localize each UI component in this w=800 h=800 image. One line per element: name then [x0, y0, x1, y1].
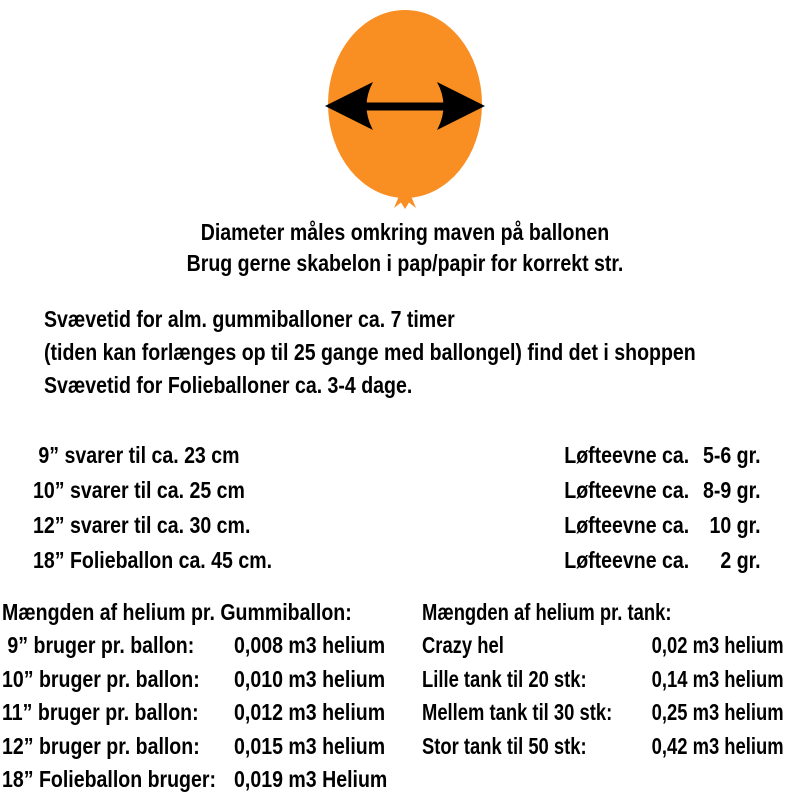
helium-tank-row: [422, 629, 784, 662]
tank-value: 0,02 m3 helium: [651, 632, 784, 659]
diameter-caption: [65, 217, 745, 279]
balloon-graphic: [323, 6, 487, 210]
size-text: 18” Folieballon ca. 45 cm.: [33, 547, 273, 573]
size-row: [33, 508, 761, 543]
helium-per-tank-section: [422, 596, 784, 763]
balloon-svg: [323, 6, 487, 210]
lift-cell: [564, 438, 760, 473]
float-time-line-3: Svævetid for Folieballoner ca. 3-4 dage.: [44, 372, 413, 398]
caption-line-2: Brug gerne skabelon i pap/papir for korrekt str.: [186, 250, 624, 276]
lift-label: Løfteevne ca.: [564, 547, 690, 573]
tank-value: 0,42 m3 helium: [651, 732, 784, 759]
helium-per-tank-rows: [422, 629, 784, 763]
size-text: 12” svarer til ca. 30 cm.: [33, 512, 251, 538]
tank-label: Crazy hel: [422, 632, 504, 659]
lift-value: 2 gr.: [720, 547, 761, 573]
helium-tank-row: [422, 730, 784, 763]
helium-tank-row: [422, 696, 784, 729]
balloon-usage-value: 0,015 m3 helium: [234, 732, 386, 759]
lift-label: Løfteevne ca.: [564, 512, 690, 538]
balloon-usage-label: 11” bruger pr. ballon:: [2, 699, 199, 726]
tank-label: Stor tank til 50 stk:: [422, 732, 587, 759]
helium-balloon-row: [2, 696, 402, 729]
helium-balloon-row: [2, 730, 402, 763]
balloon-usage-label: 10” bruger pr. ballon:: [2, 665, 200, 692]
float-time-info: [44, 303, 696, 402]
lift-label: Løfteevne ca.: [564, 442, 690, 468]
size-row: [33, 473, 761, 508]
balloon-usage-value: 0,008 m3 helium: [234, 632, 386, 659]
tank-label: Mellem tank til 30 stk:: [422, 699, 613, 726]
size-text: 10” svarer til ca. 25 cm: [33, 477, 245, 503]
tank-value: 0,14 m3 helium: [651, 665, 784, 692]
balloon-knot: [394, 196, 416, 209]
helium-per-balloon-section: [2, 596, 402, 796]
float-time-line-1: Svævetid for alm. gummiballoner ca. 7 timer: [44, 306, 455, 332]
helium-balloon-row: [2, 629, 402, 662]
balloon-usage-label: 9” bruger pr. ballon:: [2, 632, 195, 659]
float-time-line-2: (tiden kan forlænges op til 25 gange med ballongel) find det i shoppen: [44, 339, 696, 365]
lift-cell: [564, 473, 760, 508]
helium-balloon-row: [2, 763, 402, 796]
size-row: [33, 438, 761, 473]
lift-cell: [564, 508, 760, 543]
lift-value: 8-9 gr.: [702, 477, 761, 503]
lift-cell: [564, 543, 760, 578]
size-row: [33, 543, 761, 578]
helium-tank-row: [422, 663, 784, 696]
lift-value: 10 gr.: [709, 512, 761, 538]
helium-per-balloon-heading: Mængden af helium pr. Gummiballon:: [2, 599, 352, 625]
helium-balloon-row: [2, 663, 402, 696]
balloon-usage-value: 0,019 m3 Helium: [234, 766, 388, 793]
lift-value: 5-6 gr.: [702, 442, 761, 468]
tank-label: Lille tank til 20 stk:: [422, 665, 587, 692]
helium-per-tank-heading: Mængden af helium pr. tank:: [422, 599, 672, 625]
lift-label: Løfteevne ca.: [564, 477, 690, 503]
balloon-usage-label: 12” bruger pr. ballon:: [2, 732, 200, 759]
helium-per-balloon-rows: [2, 629, 402, 796]
caption-line-1: Diameter måles omkring maven på ballonen: [200, 219, 610, 245]
balloon-usage-label: 18” Folieballon bruger:: [2, 766, 217, 793]
balloon-usage-value: 0,012 m3 helium: [234, 699, 386, 726]
tank-value: 0,25 m3 helium: [651, 699, 784, 726]
balloon-usage-value: 0,010 m3 helium: [234, 665, 386, 692]
size-lift-table: [33, 438, 761, 578]
size-text: 9” svarer til ca. 23 cm: [33, 442, 240, 468]
